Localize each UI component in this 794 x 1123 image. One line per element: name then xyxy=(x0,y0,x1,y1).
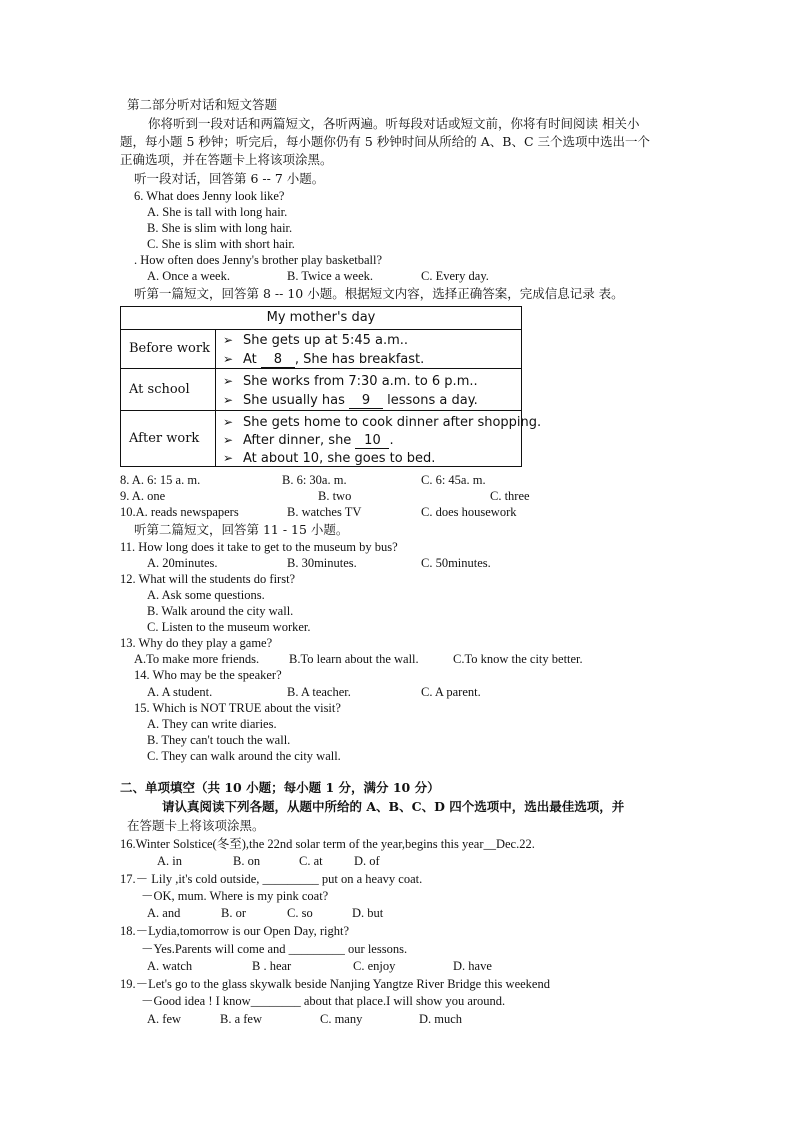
q7-stem: . How often does Jenny's brother play basketball? xyxy=(134,253,383,267)
q16-option-d: D. of xyxy=(354,854,380,868)
arrow-bullet-icon: ➢ xyxy=(223,352,234,366)
passage2-heading: 听第二篇短文，回答第 11 - 15 小题。 xyxy=(134,522,349,537)
q8-option-c: C. 6: 45a. m. xyxy=(421,473,486,487)
q19-option-a: A. few xyxy=(147,1012,182,1026)
part2-heading: 第二部分听对话和短文答题 xyxy=(127,97,278,112)
q9-option-c: C. three xyxy=(490,489,530,503)
q12-option-c: C. Listen to the museum worker. xyxy=(147,620,311,634)
q11-stem: 11. How long does it take to get to the museum by bus? xyxy=(120,540,398,554)
q17-option-d: D. but xyxy=(352,906,384,920)
table-label-after-work: After work xyxy=(121,411,216,466)
q11-option-a: A. 20minutes. xyxy=(147,556,218,570)
q16-option-a: A. in xyxy=(157,854,182,868)
table-cell: ➢ She gets up at 5:45 a.m.. xyxy=(223,333,409,348)
q13-option-c: C.To know the city better. xyxy=(453,652,583,666)
q17-line1: 17.－ Lily ,it's cold outside, _________ put on a heavy coat. xyxy=(120,872,423,886)
q18-option-d: D. have xyxy=(453,959,492,973)
table-label-at-school: At school xyxy=(121,369,216,410)
q18-option-a: A. watch xyxy=(147,959,193,973)
q12-stem: 12. What will the students do first? xyxy=(120,572,296,586)
answer-blank-10: 10 xyxy=(355,434,389,449)
table-row-after-work xyxy=(121,411,542,466)
q9-option-b: B. two xyxy=(318,489,352,503)
q11-option-b: B. 30minutes. xyxy=(287,556,357,570)
q13-option-b: B.To learn about the wall. xyxy=(289,652,419,666)
part2-intro-line2: 题，每小题 5 秒钟；听完后，每小题你仍有 5 秒钟时间从所给的 A、B、C 三个选项中选出一个 xyxy=(120,134,651,149)
q10-option-c: C. does housework xyxy=(421,505,517,519)
q16-stem: 16.Winter Solstice(冬至),the 22nd solar term of the year,begins this year__Dec.22. xyxy=(120,837,535,851)
q8-option-b: B. 6: 30a. m. xyxy=(282,473,347,487)
table-row-at-school xyxy=(121,369,521,411)
q15-option-b: B. They can't touch the wall. xyxy=(147,733,291,747)
q7-option-a: A. Once a week. xyxy=(147,269,230,283)
q7-option-b: B. Twice a week. xyxy=(287,269,374,283)
q16-option-c: C. at xyxy=(299,854,323,868)
part2-intro-line1: 你将听到一段对话和两篇短文，各听两遍。听每段对话或短文前，你将有时间阅读 相关小 xyxy=(148,116,640,131)
dialog-heading: 听一段对话，回答第 6 -- 7 小题。 xyxy=(134,171,325,186)
table-cell: ➢ At 8 , She has breakfast. xyxy=(223,352,425,367)
table-row-before-work xyxy=(121,329,521,369)
q17-option-c: C. so xyxy=(287,906,313,920)
q17-line2: －OK, mum. Where is my pink coat? xyxy=(141,889,329,903)
q15-stem: 15. Which is NOT TRUE about the visit? xyxy=(134,701,341,715)
q19-line1: 19.－Let's go to the glass skywalk beside Nanjing Yangtze River Bridge this weekend xyxy=(120,977,550,991)
q9-option-a: 9. A. one xyxy=(120,489,166,503)
table-cell: ➢ She gets home to cook dinner after shopping. xyxy=(223,415,542,430)
answer-blank-9: 9 xyxy=(349,394,383,409)
table-cell: ➢ At about 10, she goes to bed. xyxy=(223,451,436,466)
q16-option-b: B. on xyxy=(233,854,261,868)
arrow-bullet-icon: ➢ xyxy=(223,451,234,465)
q8-option-a: 8. A. 6: 15 a. m. xyxy=(120,473,201,487)
q13-stem: 13. Why do they play a game? xyxy=(120,636,273,650)
table-cell: ➢ After dinner, she 10 . xyxy=(223,433,394,448)
q14-option-c: C. A parent. xyxy=(421,685,481,699)
q6-stem: 6. What does Jenny look like? xyxy=(134,189,285,203)
q18-line1: 18.－Lydia,tomorrow is our Open Day, right? xyxy=(120,924,350,938)
mothers-day-table xyxy=(120,306,542,467)
table-label-before-work: Before work xyxy=(121,329,216,368)
arrow-bullet-icon: ➢ xyxy=(223,374,234,388)
arrow-bullet-icon: ➢ xyxy=(223,333,234,347)
part2-intro-line3: 正确选项，并在答题卡上将该项涂黑。 xyxy=(120,152,333,167)
table-title: My mother's day xyxy=(121,307,521,330)
arrow-bullet-icon: ➢ xyxy=(223,415,234,429)
q6-option-c: C. She is slim with short hair. xyxy=(147,237,295,251)
q17-option-b: B. or xyxy=(221,906,246,920)
q14-option-b: B. A teacher. xyxy=(287,685,351,699)
section2-instruction-line2: 在答题卡上将该项涂黑。 xyxy=(127,818,265,833)
q15-option-a: A. They can write diaries. xyxy=(147,717,277,731)
q17-option-a: A. and xyxy=(147,906,181,920)
section2-instruction-line1: 请认真阅读下列各题，从题中所给的 A、B、C、D 四个选项中，选出最佳选项，并 xyxy=(162,799,625,814)
q19-option-b: B. a few xyxy=(220,1012,262,1026)
q12-option-a: A. Ask some questions. xyxy=(147,588,265,602)
q19-line2: －Good idea ! I know________ about that place.I will show you around. xyxy=(141,994,506,1008)
q19-option-d: D. much xyxy=(419,1012,463,1026)
q7-option-c: C. Every day. xyxy=(421,269,489,283)
arrow-bullet-icon: ➢ xyxy=(223,393,234,407)
q14-stem: 14. Who may be the speaker? xyxy=(134,668,282,682)
table-cell: ➢ She usually has 9 lessons a day. xyxy=(223,393,478,408)
q18-option-c: C. enjoy xyxy=(353,959,396,973)
passage1-heading: 听第一篇短文，回答第 8 -- 10 小题。根据短文内容，选择正确答案，完成信息记录 表。 xyxy=(134,286,624,301)
q12-option-b: B. Walk around the city wall. xyxy=(147,604,294,618)
q18-option-b: B . hear xyxy=(252,959,292,973)
answer-blank-8: 8 xyxy=(261,353,295,368)
q6-option-b: B. She is slim with long hair. xyxy=(147,221,293,235)
q11-option-c: C. 50minutes. xyxy=(421,556,491,570)
q19-option-c: C. many xyxy=(320,1012,363,1026)
arrow-bullet-icon: ➢ xyxy=(223,433,234,447)
section2-heading: 二、单项填空（共 10 小题；每小题 1 分，满分 10 分） xyxy=(120,780,440,795)
q15-option-c: C. They can walk around the city wall. xyxy=(147,749,341,763)
q10-option-b: B. watches TV xyxy=(287,505,362,519)
q13-option-a: A.To make more friends. xyxy=(134,652,260,666)
q18-line2: －Yes.Parents will come and _________ our lessons. xyxy=(141,942,408,956)
table-cell: ➢ She works from 7:30 a.m. to 6 p.m.. xyxy=(223,374,478,389)
q14-option-a: A. A student. xyxy=(147,685,213,699)
q10-option-a: 10.A. reads newspapers xyxy=(120,505,239,519)
q6-option-a: A. She is tall with long hair. xyxy=(147,205,288,219)
